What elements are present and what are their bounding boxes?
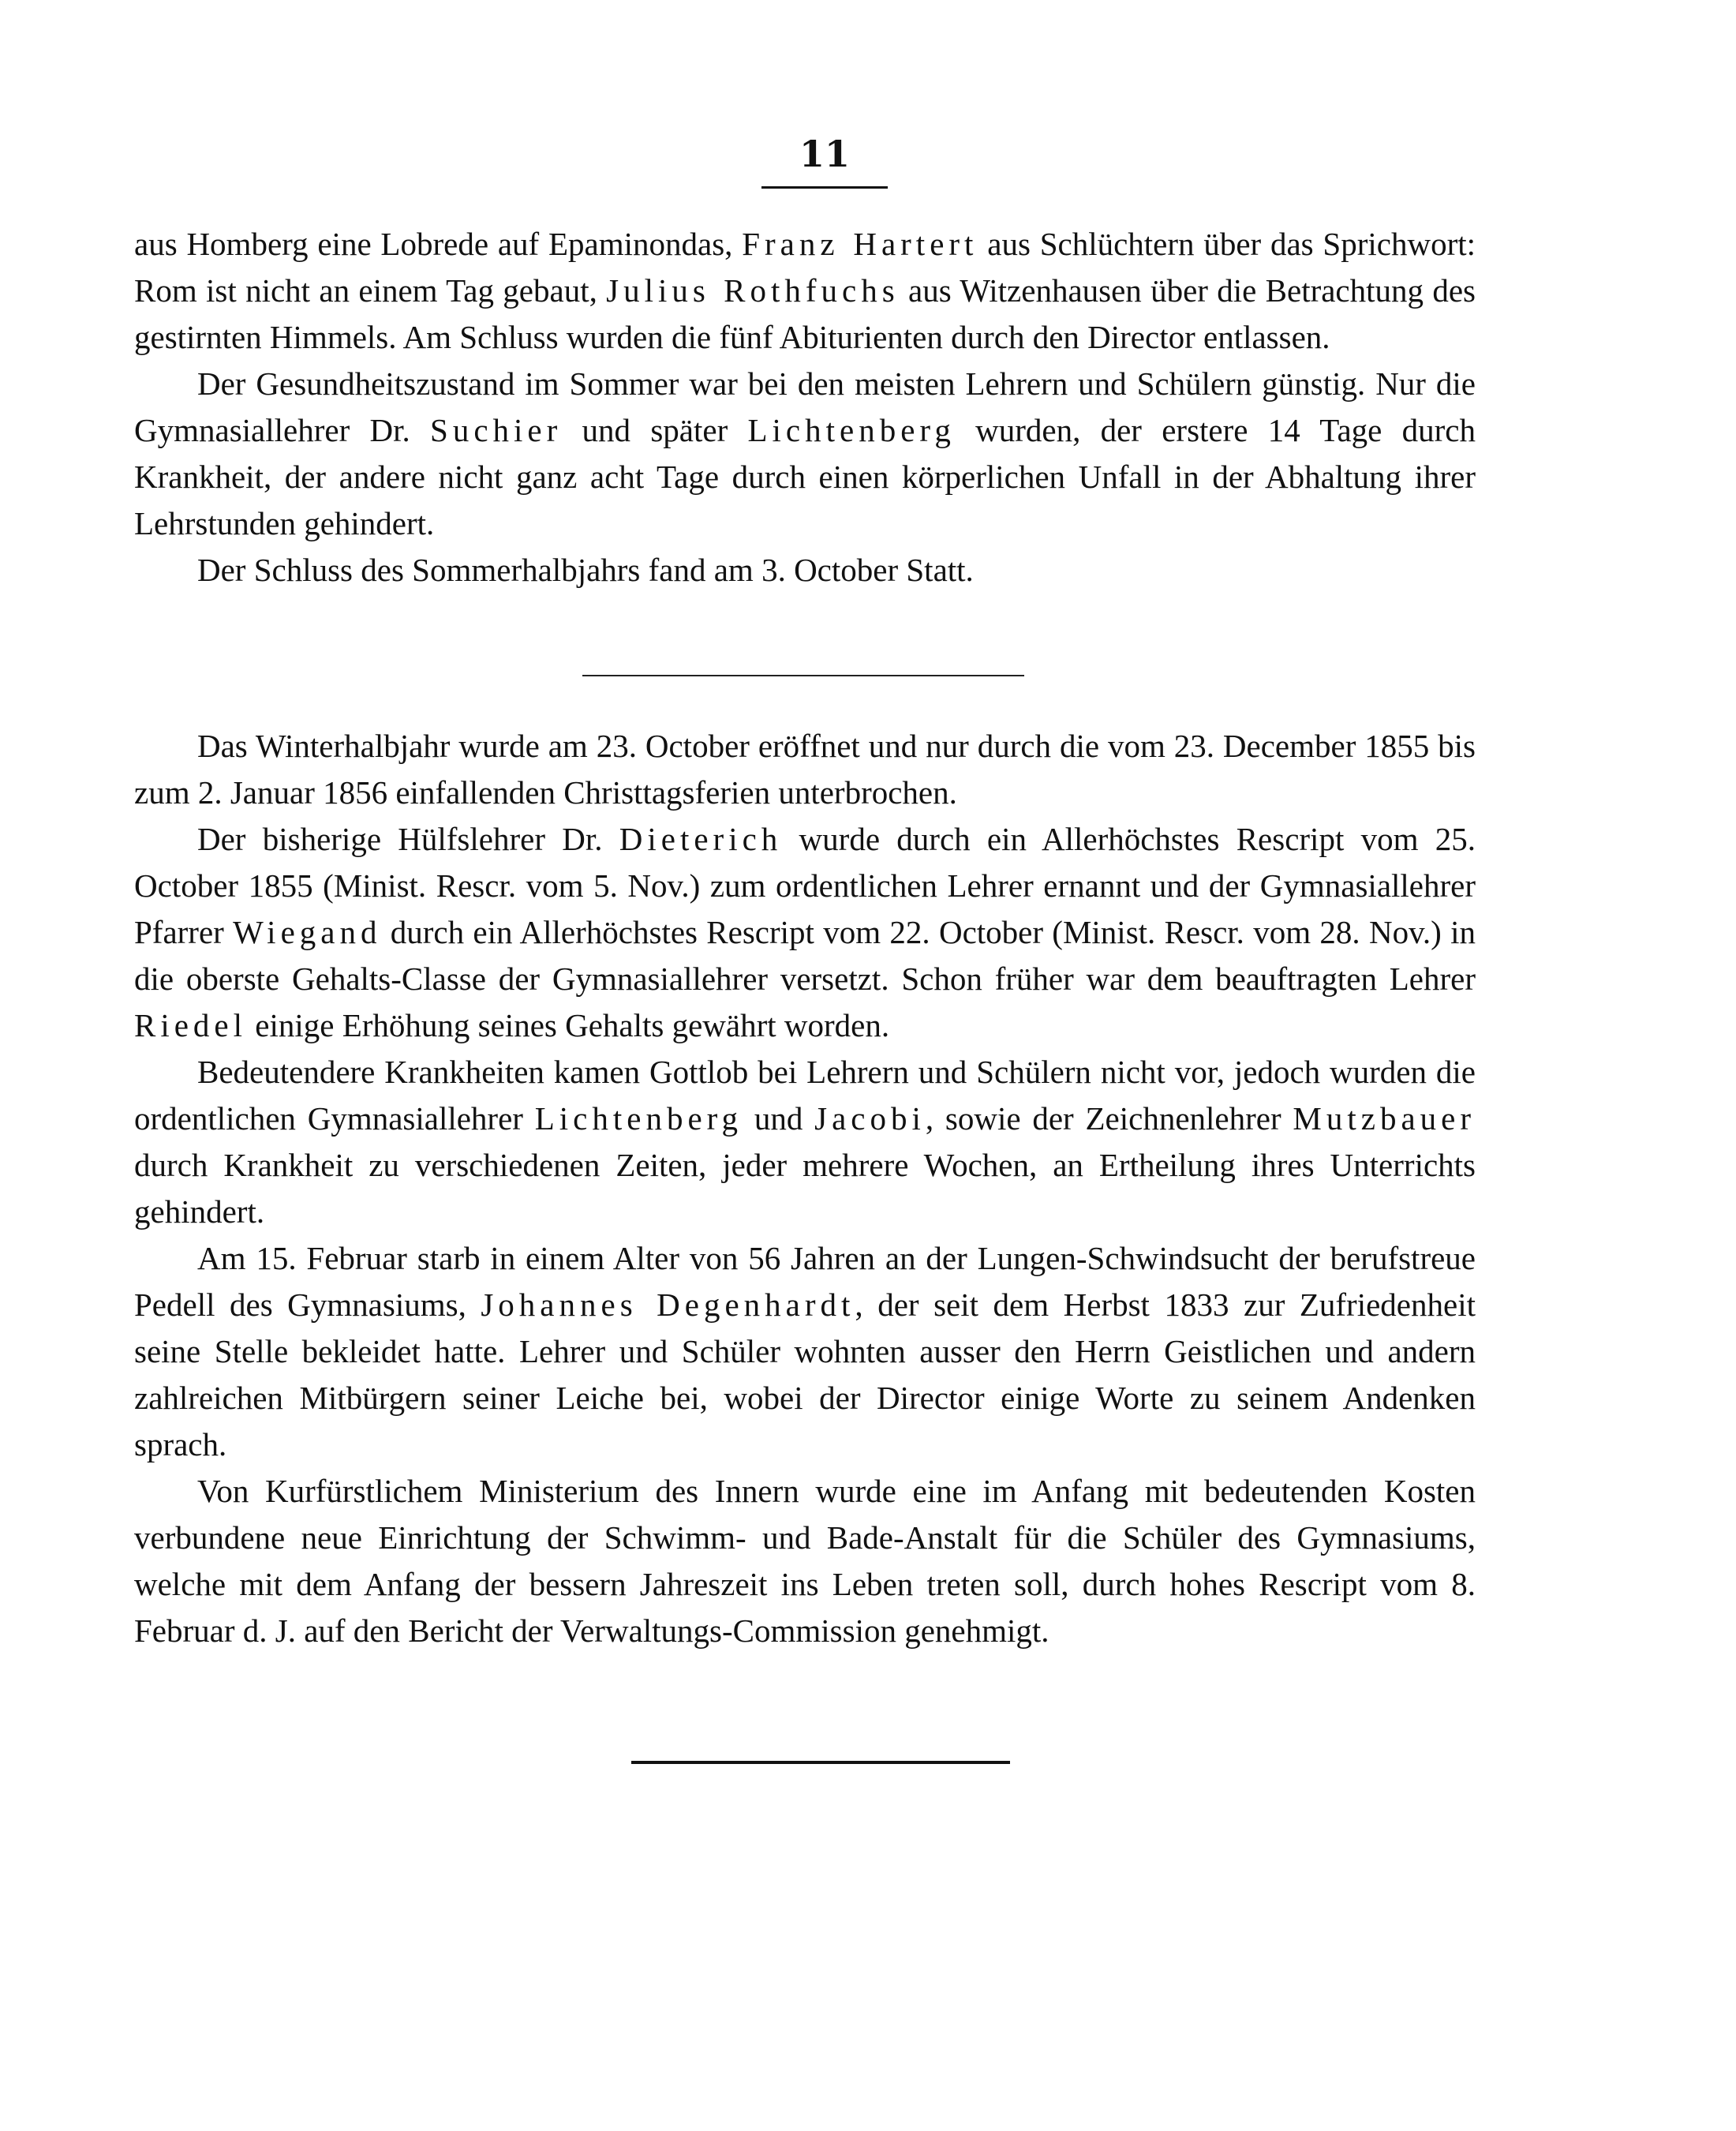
person-name: Lichtenberg (534, 1100, 743, 1137)
text-run: wurden, der erstere 14 Tage durch Krankheit, der andere nicht ganz acht Tage durch einen körperlichen Unfall in der Abhaltung ihrer Lehrstunden gehindert. (134, 412, 1476, 541)
paragraph (134, 1468, 1476, 1654)
text-run: Bedeutendere Krankheiten kamen Gottlob bei Lehrern und Schülern nicht vor, jedoch wurden die ordentlichen Gymnasiallehrer (134, 1054, 1476, 1137)
paragraph (134, 723, 1476, 816)
text-run: Der bisherige Hülfslehrer Dr. (197, 821, 619, 857)
text-run: durch Krankheit zu verschiedenen Zeiten, jeder mehrere Wochen, an Ertheilung ihres Unterrichts gehindert. (134, 1147, 1476, 1230)
person-name: Wiegand (233, 914, 382, 950)
person-name: Franz Hartert (742, 226, 978, 262)
person-name: Julius Rothfuchs (606, 272, 900, 309)
text-run: aus Homberg eine Lobrede auf Epaminondas, (134, 226, 743, 262)
text-run: Das Winterhalbjahr wurde am 23. October eröffnet und nur durch die vom 23. December 1855 bis zum 2. Januar 1856 einfallenden Christtagsferien unterbrochen. (134, 728, 1476, 811)
summer-section (134, 221, 1476, 594)
person-name: Suchier (430, 412, 563, 448)
paragraph (134, 816, 1476, 1049)
text-run: , der seit dem Herbst 1833 zur Zufriedenheit seine Stelle bekleidet hatte. Lehrer und Schüler wohnten ausser den Herrn Geistlichen und andern zahlreichen Mitbürgern seiner Leiche bei, wobei der Director einige Worte zu seinem Andenken sprach. (134, 1286, 1476, 1462)
text-run: aus Witzenhausen über die Betrachtung des gestirnten Himmels. Am Schluss wurden die fünf Abiturienten durch den Director entlassen. (134, 272, 1476, 355)
page-number-rule (761, 186, 888, 189)
person-name: Riedel (134, 1007, 248, 1043)
paragraph (134, 547, 1476, 594)
person-name: Lichtenberg (747, 412, 956, 448)
text-run: Der Gesundheitszustand im Sommer war bei den meisten Lehrern und Schülern günstig. Nur die Gymnasiallehrer Dr. (134, 365, 1476, 448)
text-run: durch ein Allerhöchstes Rescript vom 22. October (Minist. Rescr. vom 28. Nov.) in die oberste Gehalts-Classe der Gymnasiallehrer versetzt. Schon früher war dem beauftragten Lehrer (134, 914, 1476, 997)
person-name: Mutzbauer (1293, 1100, 1476, 1137)
paragraph (134, 1049, 1476, 1235)
paragraph (134, 361, 1476, 547)
paragraph (134, 1235, 1476, 1468)
end-rule (631, 1761, 1010, 1764)
text-run: Der Schluss des Sommerhalbjahrs fand am 3. October Statt. (197, 552, 974, 588)
page-number: 11 (799, 133, 850, 175)
text-run: und (743, 1100, 815, 1137)
winter-section (134, 723, 1476, 1654)
text-run: Von Kurfürstlichem Ministerium des Innern wurde eine im Anfang mit bedeutenden Kosten verbundene neue Einrichtung der Schwimm- und Bade-Anstalt für die Schüler des Gymnasiums, welche mit dem Anfang der bessern Jahreszeit ins Leben treten soll, durch hohes Rescript vom 8. Februar d. J. auf den Bericht der Verwaltungs-Commission genehmigt. (134, 1473, 1476, 1649)
section-divider (582, 675, 1024, 676)
text-run: Am 15. Februar starb in einem Alter von 56 Jahren an der Lungen-Schwindsucht der berufstreue Pedell des Gymnasiums, (134, 1240, 1476, 1323)
text-run: aus Schlüchtern über das Sprichwort: Rom ist nicht an einem Tag gebaut, (134, 226, 1476, 309)
paragraph (134, 221, 1476, 361)
person-name: Johannes Degenhardt (481, 1286, 855, 1323)
text-run: wurde durch ein Allerhöchstes Rescript vom 25. October 1855 (Minist. Rescr. vom 5. Nov.) zum ordentlichen Lehrer ernannt und der Gymnasiallehrer Pfarrer (134, 821, 1476, 950)
person-name: Jacobi (814, 1100, 926, 1137)
text-run: und später (562, 412, 748, 448)
text-run: , sowie der Zeichnenlehrer (925, 1100, 1293, 1137)
text-run: einige Erhöhung seines Gehalts gewährt worden. (247, 1007, 890, 1043)
person-name: Dieterich (619, 821, 783, 857)
